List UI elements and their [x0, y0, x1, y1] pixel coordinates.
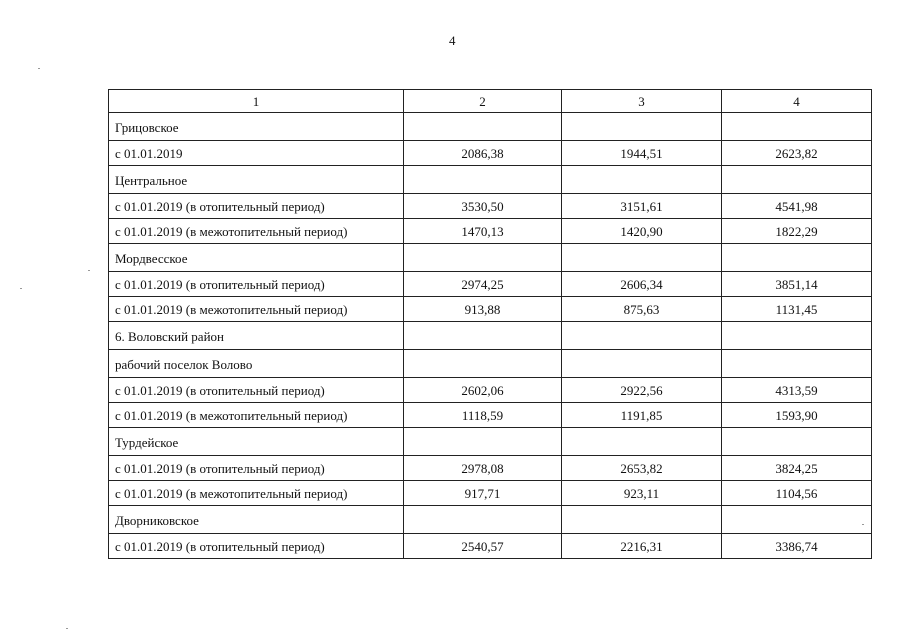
- value-cell: 2606,34: [562, 272, 722, 297]
- value-cell: 1944,51: [562, 141, 722, 166]
- value-cell: 923,11: [562, 481, 722, 506]
- scan-speck: [88, 270, 90, 271]
- scan-speck: [862, 524, 864, 525]
- value-cell: [562, 113, 722, 141]
- value-cell: 2974,25: [404, 272, 562, 297]
- value-cell: 2653,82: [562, 456, 722, 481]
- row-label: Дворниковское: [109, 506, 404, 534]
- section-row: [109, 113, 872, 141]
- row-label: с 01.01.2019 (в отопительный период): [109, 378, 404, 403]
- row-label: с 01.01.2019 (в отопительный период): [109, 194, 404, 219]
- row-label: 6. Воловский район: [109, 322, 404, 350]
- value-cell: 3386,74: [722, 534, 872, 559]
- section-row: [109, 428, 872, 456]
- value-cell: 3151,61: [562, 194, 722, 219]
- value-cell: 3824,25: [722, 456, 872, 481]
- value-cell: [562, 350, 722, 378]
- value-cell: 4541,98: [722, 194, 872, 219]
- value-cell: [562, 244, 722, 272]
- table-row: [109, 194, 872, 219]
- value-cell: 1593,90: [722, 403, 872, 428]
- value-cell: 1822,29: [722, 219, 872, 244]
- row-label: с 01.01.2019 (в межотопительный период): [109, 297, 404, 322]
- value-cell: [404, 428, 562, 456]
- row-label: с 01.01.2019 (в отопительный период): [109, 456, 404, 481]
- table-row: [109, 534, 872, 559]
- table-row: [109, 456, 872, 481]
- row-label: с 01.01.2019 (в межотопительный период): [109, 403, 404, 428]
- value-cell: [404, 506, 562, 534]
- value-cell: 1131,45: [722, 297, 872, 322]
- value-cell: 2978,08: [404, 456, 562, 481]
- value-cell: 1104,56: [722, 481, 872, 506]
- row-label: Турдейское: [109, 428, 404, 456]
- table-row: [109, 141, 872, 166]
- column-header: 1: [109, 90, 404, 113]
- value-cell: 2540,57: [404, 534, 562, 559]
- value-cell: [722, 113, 872, 141]
- column-header: 2: [404, 90, 562, 113]
- scan-speck: [20, 288, 22, 289]
- column-header: 4: [722, 90, 872, 113]
- row-label: с 01.01.2019 (в межотопительный период): [109, 219, 404, 244]
- value-cell: [404, 113, 562, 141]
- value-cell: 4313,59: [722, 378, 872, 403]
- tariff-table: [108, 89, 872, 559]
- row-label: с 01.01.2019 (в отопительный период): [109, 534, 404, 559]
- column-header: 3: [562, 90, 722, 113]
- value-cell: [722, 428, 872, 456]
- table-header-row: [109, 90, 872, 113]
- value-cell: 2623,82: [722, 141, 872, 166]
- value-cell: 1118,59: [404, 403, 562, 428]
- value-cell: [562, 428, 722, 456]
- table-row: [109, 378, 872, 403]
- section-row: [109, 322, 872, 350]
- section-row: [109, 506, 872, 534]
- value-cell: 917,71: [404, 481, 562, 506]
- page-number: 4: [449, 33, 456, 48]
- value-cell: [404, 350, 562, 378]
- row-label: с 01.01.2019 (в отопительный период): [109, 272, 404, 297]
- row-label: с 01.01.2019: [109, 141, 404, 166]
- value-cell: [722, 166, 872, 194]
- value-cell: 913,88: [404, 297, 562, 322]
- section-row: [109, 166, 872, 194]
- value-cell: 1470,13: [404, 219, 562, 244]
- table-row: [109, 219, 872, 244]
- value-cell: [722, 350, 872, 378]
- scan-speck: [38, 68, 40, 69]
- row-label: рабочий поселок Волово: [109, 350, 404, 378]
- value-cell: [404, 322, 562, 350]
- section-row: [109, 244, 872, 272]
- section-row: [109, 350, 872, 378]
- value-cell: [722, 244, 872, 272]
- value-cell: [722, 506, 872, 534]
- value-cell: 2602,06: [404, 378, 562, 403]
- value-cell: 2922,56: [562, 378, 722, 403]
- value-cell: [562, 322, 722, 350]
- value-cell: 3851,14: [722, 272, 872, 297]
- value-cell: 875,63: [562, 297, 722, 322]
- table-row: [109, 403, 872, 428]
- value-cell: [404, 244, 562, 272]
- row-label: с 01.01.2019 (в межотопительный период): [109, 481, 404, 506]
- scan-speck: [66, 628, 68, 629]
- value-cell: 1191,85: [562, 403, 722, 428]
- value-cell: [404, 166, 562, 194]
- table-row: [109, 481, 872, 506]
- value-cell: [562, 506, 722, 534]
- row-label: Грицовское: [109, 113, 404, 141]
- value-cell: 3530,50: [404, 194, 562, 219]
- value-cell: [562, 166, 722, 194]
- value-cell: 1420,90: [562, 219, 722, 244]
- table-row: [109, 272, 872, 297]
- value-cell: [722, 322, 872, 350]
- value-cell: 2216,31: [562, 534, 722, 559]
- table-row: [109, 297, 872, 322]
- row-label: Центральное: [109, 166, 404, 194]
- row-label: Мордвесское: [109, 244, 404, 272]
- value-cell: 2086,38: [404, 141, 562, 166]
